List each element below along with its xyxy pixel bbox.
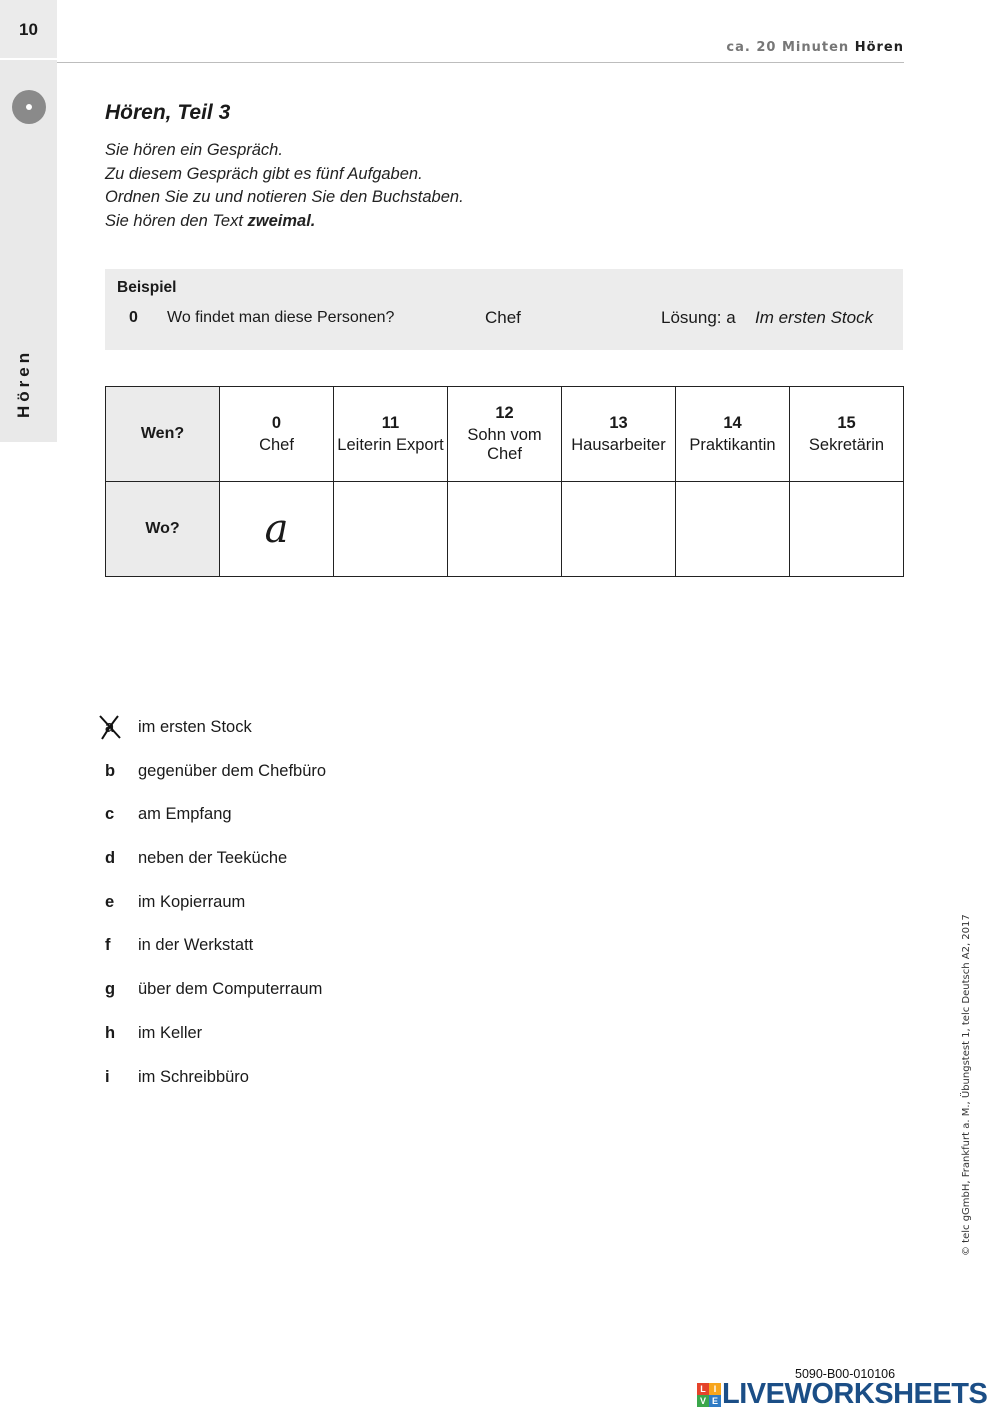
person-name: Sohn vom Chef [467,426,542,463]
grid-column-header [448,387,562,482]
page-number: 10 [19,20,38,39]
row-header-where: Wo? [106,482,220,577]
grid-row-where [106,482,904,577]
instruction-line [105,210,464,234]
header-section: Hören [854,40,904,55]
document-code: 5090-B00-010106 [795,1367,896,1381]
header-timing [726,40,904,55]
task-number: 14 [723,413,742,432]
answer-cell[interactable] [562,482,676,577]
grid-row-who [106,387,904,482]
answer-cell[interactable] [790,482,904,577]
option-letter: c [105,805,115,824]
side-tab [0,0,57,442]
person-name: Leiterin Export [337,435,444,454]
option-letter: g [105,980,116,999]
instructions [105,139,464,233]
option-letter: h [105,1023,116,1042]
example-label: Beispiel [117,279,177,296]
option-text: über dem Computerraum [138,980,323,999]
option-text: im Kopierraum [138,892,246,911]
example-number: 0 [129,309,138,326]
example-box [105,269,903,350]
option-text: neben der Teeküche [138,849,288,868]
header-divider [57,62,904,63]
task-number: 11 [381,413,400,432]
logo-tile: E [709,1395,721,1407]
answer-cell[interactable] [448,482,562,577]
instruction-text: Sie hören den Text [105,211,248,230]
cross-mark-icon [98,714,122,740]
instruction-line: Sie hören ein Gespräch. [105,141,283,159]
logo-tile: L [697,1383,709,1395]
person-name: Hausarbeiter [571,435,666,454]
task-number: 12 [495,404,514,422]
audio-cd-icon [12,90,46,124]
example-question: Wo findet man diese Personen? [167,309,395,326]
logo-tile: I [709,1383,721,1395]
grid-column-header [334,387,448,482]
instruction-emphasis: zweimal. [247,211,316,230]
instruction-line: Ordnen Sie zu und notieren Sie den Buchstaben. [105,188,464,206]
example-solution-label: Lösung: a [661,308,736,327]
task-number: 0 [271,413,282,432]
handwritten-answer: a [264,506,289,552]
option-letter: d [105,849,116,868]
option-text: im Keller [138,1023,203,1042]
liveworksheets-logo-icon [697,1383,721,1407]
grid-column-header [220,387,334,482]
option-letter: e [105,892,115,911]
example-person: Chef [485,308,521,327]
option-text: im Schreibbüro [138,1067,249,1086]
section-side-label: Hören [14,348,33,418]
task-number: 15 [837,413,856,432]
page-number-box [0,0,57,60]
option-text: in der Werkstatt [138,936,254,955]
option-letter: f [105,936,111,955]
option-letter: i [105,1067,110,1086]
option-text: im ersten Stock [138,718,252,736]
option-text: gegenüber dem Chefbüro [138,761,327,780]
instruction-line: Zu diesem Gespräch gibt es fünf Aufgaben. [105,164,423,183]
person-name: Chef [259,435,294,454]
copyright-notice: © telc gGmbH, Frankfurt a. M., Übungstest 1, telc Deutsch A2, 2017 [961,914,972,1256]
person-name: Sekretärin [808,435,885,454]
brand-name: LIVEWORKSHEETS [722,1378,988,1410]
option-text: am Empfang [138,805,232,824]
logo-tile: V [697,1395,709,1407]
option-letter: b [105,761,116,780]
grid-column-header [790,387,904,482]
liveworksheets-brand[interactable] [697,1378,987,1411]
task-number: 13 [609,413,628,432]
page-title: Hören, Teil 3 [105,101,231,124]
header-duration: ca. 20 Minuten [726,40,850,55]
example-solution-text: Im ersten Stock [755,308,874,327]
grid-column-header [676,387,790,482]
person-name: Praktikantin [689,435,776,454]
answer-cell[interactable] [676,482,790,577]
option-letter: a [105,718,115,736]
row-header-who: Wen? [106,387,220,482]
answer-cell[interactable] [334,482,448,577]
answer-cell [220,482,334,577]
answer-grid [105,386,904,577]
grid-column-header [562,387,676,482]
